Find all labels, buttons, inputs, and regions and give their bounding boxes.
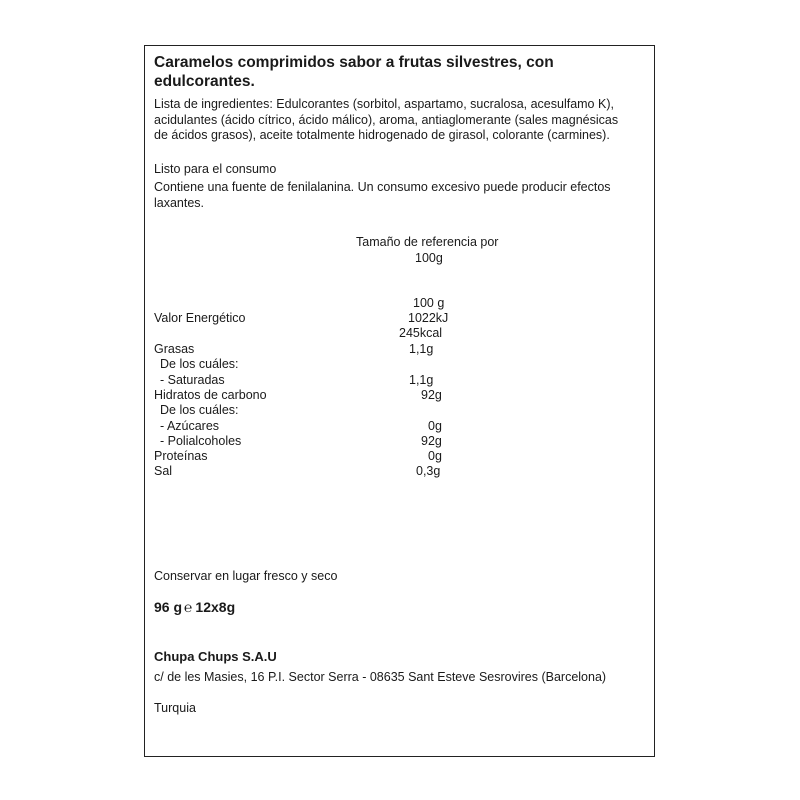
- nutrition-label-polyols: - Polialcoholes: [160, 434, 242, 448]
- unit-count: 12x8g: [195, 599, 236, 615]
- nutrition-value-kcal: 245kcal: [399, 326, 443, 340]
- nutrition-value-fat: 1,1g: [409, 342, 434, 356]
- nutrition-label-sugars: - Azúcares: [160, 419, 220, 433]
- nutrition-reference-line1: Tamaño de referencia por: [356, 235, 499, 249]
- nutrition-label-of-which-carbs: De los cuáles:: [160, 403, 239, 417]
- nutrition-value-protein: 0g: [428, 449, 442, 463]
- net-weight-row: [154, 599, 235, 615]
- ready-to-eat-note: Listo para el consumo: [154, 162, 277, 176]
- nutrition-value-carbs: 92g: [421, 388, 442, 402]
- ingredients-list: Lista de ingredientes: Edulcorantes (sorbitol, aspartamo, sucralosa, acesulfamo K), acidulantes (ácido cítrico, ácido málico), aroma, antiaglomerante (sales magnésicas de ácidos grasos), aceite totalmente hidrogenado de girasol, colorante (carmines).: [154, 97, 619, 142]
- country-of-origin: Turquia: [154, 701, 196, 715]
- nutrition-label-of-which-fat: De los cuáles:: [160, 357, 239, 371]
- net-weight: 96 g: [154, 599, 183, 615]
- nutrition-label-protein: Proteínas: [154, 449, 208, 463]
- nutrition-label-carbs: Hidratos de carbono: [154, 388, 267, 402]
- nutrition-value-sugars: 0g: [428, 419, 442, 433]
- estimated-sign-icon: ℮: [184, 599, 193, 615]
- warning-text: Contiene una fuente de fenilalanina. Un consumo excesivo puede producir efectos laxantes.: [154, 180, 611, 210]
- storage-instructions: Conservar en lugar fresco y seco: [154, 569, 338, 583]
- nutrition-value-polyols: 92g: [421, 434, 442, 448]
- nutrition-value-saturated: 1,1g: [409, 373, 434, 387]
- nutrition-label-energy: Valor Energético: [154, 311, 246, 325]
- company-name: Chupa Chups S.A.U: [154, 649, 277, 664]
- nutrition-label-fat: Grasas: [154, 342, 195, 356]
- nutrition-value-salt: 0,3g: [416, 464, 441, 478]
- nutrition-label-salt: Sal: [154, 464, 173, 478]
- product-title: Caramelos comprimidos sabor a frutas silvestres, con edulcorantes.: [154, 54, 554, 90]
- nutrition-value-kj: 1022kJ: [408, 311, 449, 325]
- nutrition-reference-line2: 100g: [415, 251, 443, 265]
- nutrition-column-header: 100 g: [413, 296, 445, 310]
- nutrition-label-saturated: - Saturadas: [160, 373, 225, 387]
- company-address: c/ de les Masies, 16 P.I. Sector Serra - 08635 Sant Esteve Sesrovires (Barcelona): [154, 670, 607, 684]
